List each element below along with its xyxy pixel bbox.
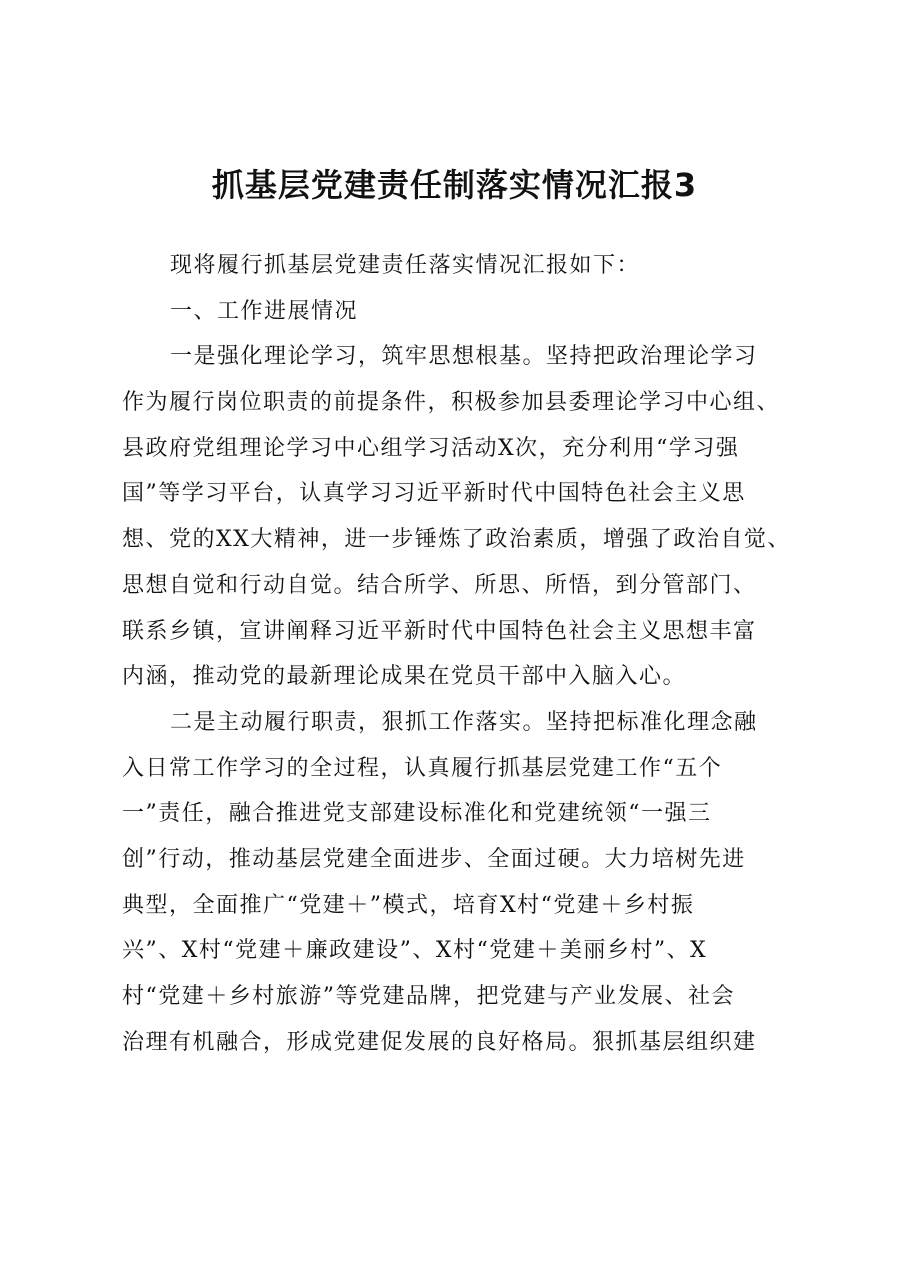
paragraph-1-line: 县政府党组理论学习中心组学习活动X次，充分利用“学习强 — [122, 435, 740, 461]
intro-line: 现将履行抓基层党建责任落实情况汇报如下： — [170, 253, 641, 278]
paragraph-1-line: 内涵，推动党的最新理论成果在党员干部中入脑入心。 — [122, 664, 687, 690]
document-title: 抓基层党建责任制落实情况汇报3 — [211, 166, 698, 204]
paragraph-2-line: 村“党建＋乡村旅游”等党建品牌，把党建与产业发展、社会 — [122, 984, 735, 1009]
paragraph-1-line: 思想自觉和行动自觉。结合所学、所思、所悟，到分管部门、 — [122, 572, 757, 598]
paragraph-1-line: 国”等学习平台，认真学习习近平新时代中国特色社会主义思 — [122, 481, 746, 507]
paragraph-1-line: 一是强化理论学习，筑牢思想根基。坚持把政治理论学习 — [170, 344, 758, 370]
paragraph-2-line: 创”行动，推动基层党建全面进步、全面过硬。大力培树先进 — [122, 846, 746, 872]
paragraph-2-line: 治理有机融合，形成党建促发展的良好格局。狠抓基层组织建 — [122, 1029, 757, 1055]
document-body — [122, 243, 822, 1065]
paragraph-2-line: 一”责任，融合推进党支部建设标准化和党建统领“一强三 — [122, 801, 712, 827]
paragraph-2-line: 兴”、X村“党建＋廉政建设”、X村“党建＋美丽乡村”、X — [122, 938, 708, 964]
paragraph-2-line: 入日常工作学习的全过程，认真履行抓基层党建工作“五个 — [122, 755, 723, 781]
paragraph-1-line: 作为履行岗位职责的前提条件，积极参加县委理论学习中心组、 — [122, 390, 781, 416]
section-heading: 一、工作进展情况 — [170, 298, 359, 324]
paragraph-2-line: 典型，全面推广“党建＋”模式，培育X村“党建＋乡村振 — [122, 892, 695, 918]
paragraph-1-line: 联系乡镇，宣讲阐释习近平新时代中国特色社会主义思想丰富 — [122, 618, 757, 644]
paragraph-1-line: 想、党的XX大精神，进一步锤炼了政治素质，增强了政治自觉、 — [122, 527, 791, 553]
paragraph-2-line: 二是主动履行职责，狠抓工作落实。坚持把标准化理念融 — [170, 709, 758, 735]
